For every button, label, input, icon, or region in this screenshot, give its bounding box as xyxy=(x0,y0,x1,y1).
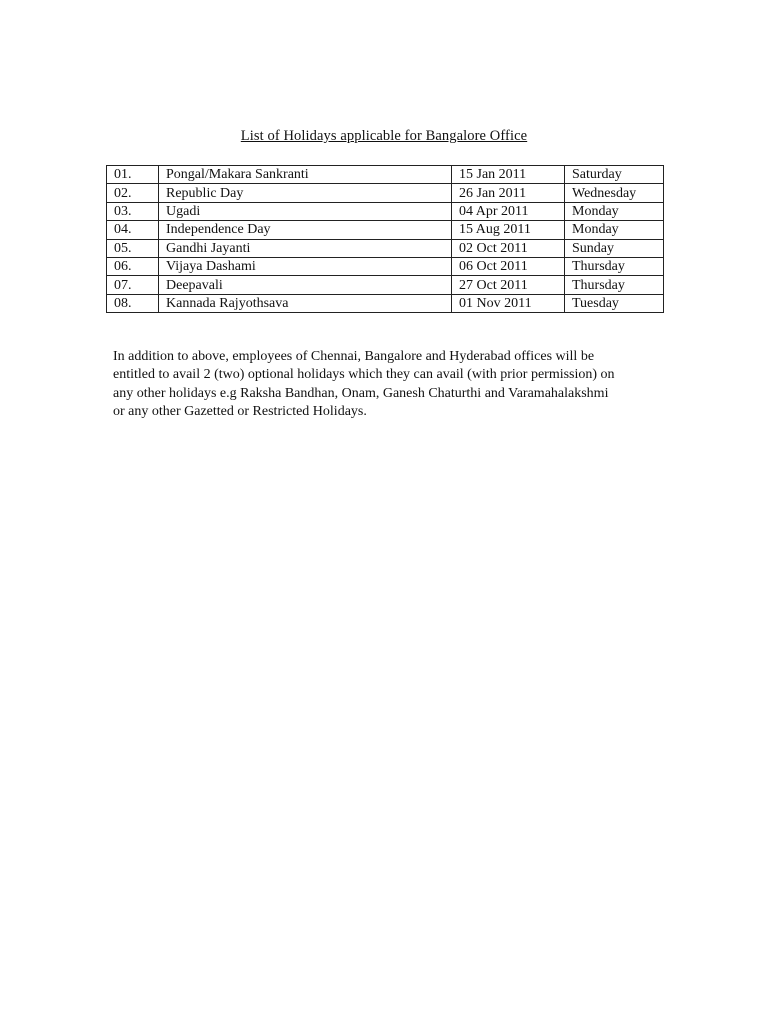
table-row xyxy=(107,221,664,239)
note-line: In addition to above, employees of Chennai, Bangalore and Hyderabad offices will be xyxy=(113,349,595,364)
note-line: any other holidays e.g Raksha Bandhan, Onam, Ganesh Chaturthi and Varamahalakshmi xyxy=(113,385,609,401)
table-row xyxy=(107,257,664,275)
holiday-number: 07. xyxy=(107,276,159,294)
holiday-number: 05. xyxy=(107,239,159,257)
holiday-name: Deepavali xyxy=(159,276,452,294)
holiday-day: Saturday xyxy=(565,166,664,184)
holiday-day: Thursday xyxy=(565,257,664,275)
holiday-name: Gandhi Jayanti xyxy=(159,239,452,257)
holiday-day: Monday xyxy=(565,221,664,239)
holiday-number: 03. xyxy=(107,202,159,220)
holiday-number: 06. xyxy=(107,257,159,275)
holiday-name: Republic Day xyxy=(159,184,452,202)
holiday-day: Sunday xyxy=(565,239,664,257)
holiday-date: 01 Nov 2011 xyxy=(452,294,565,312)
table-row xyxy=(107,239,664,257)
holiday-day: Wednesday xyxy=(565,184,664,202)
holiday-name: Ugadi xyxy=(159,202,452,220)
optional-holidays-note xyxy=(113,348,673,421)
holiday-date: 06 Oct 2011 xyxy=(452,257,565,275)
holiday-day: Tuesday xyxy=(565,294,664,312)
holiday-date: 04 Apr 2011 xyxy=(452,202,565,220)
holiday-day: Monday xyxy=(565,202,664,220)
holiday-number: 08. xyxy=(107,294,159,312)
holiday-number: 02. xyxy=(107,184,159,202)
page-title: List of Holidays applicable for Bangalore Office xyxy=(240,128,528,144)
holiday-name: Kannada Rajyothsava xyxy=(159,294,452,312)
table-row xyxy=(107,166,664,184)
holiday-number: 04. xyxy=(107,221,159,239)
holiday-number: 01. xyxy=(107,166,159,184)
note-line: entitled to avail 2 (two) optional holidays which they can avail (with prior permission) on xyxy=(113,367,615,383)
holiday-table xyxy=(106,165,664,313)
holiday-day: Thursday xyxy=(565,276,664,294)
holiday-name: Pongal/Makara Sankranti xyxy=(159,166,452,184)
table-row xyxy=(107,294,664,312)
holiday-date: 15 Aug 2011 xyxy=(452,221,565,239)
holiday-date: 26 Jan 2011 xyxy=(452,184,565,202)
table-row xyxy=(107,276,664,294)
table-row xyxy=(107,184,664,202)
holiday-name: Independence Day xyxy=(159,221,452,239)
holiday-date: 27 Oct 2011 xyxy=(452,276,565,294)
holiday-name: Vijaya Dashami xyxy=(159,257,452,275)
holiday-date: 02 Oct 2011 xyxy=(452,239,565,257)
note-line: or any other Gazetted or Restricted Holidays. xyxy=(113,403,367,419)
holiday-date: 15 Jan 2011 xyxy=(452,166,565,184)
table-row xyxy=(107,202,664,220)
